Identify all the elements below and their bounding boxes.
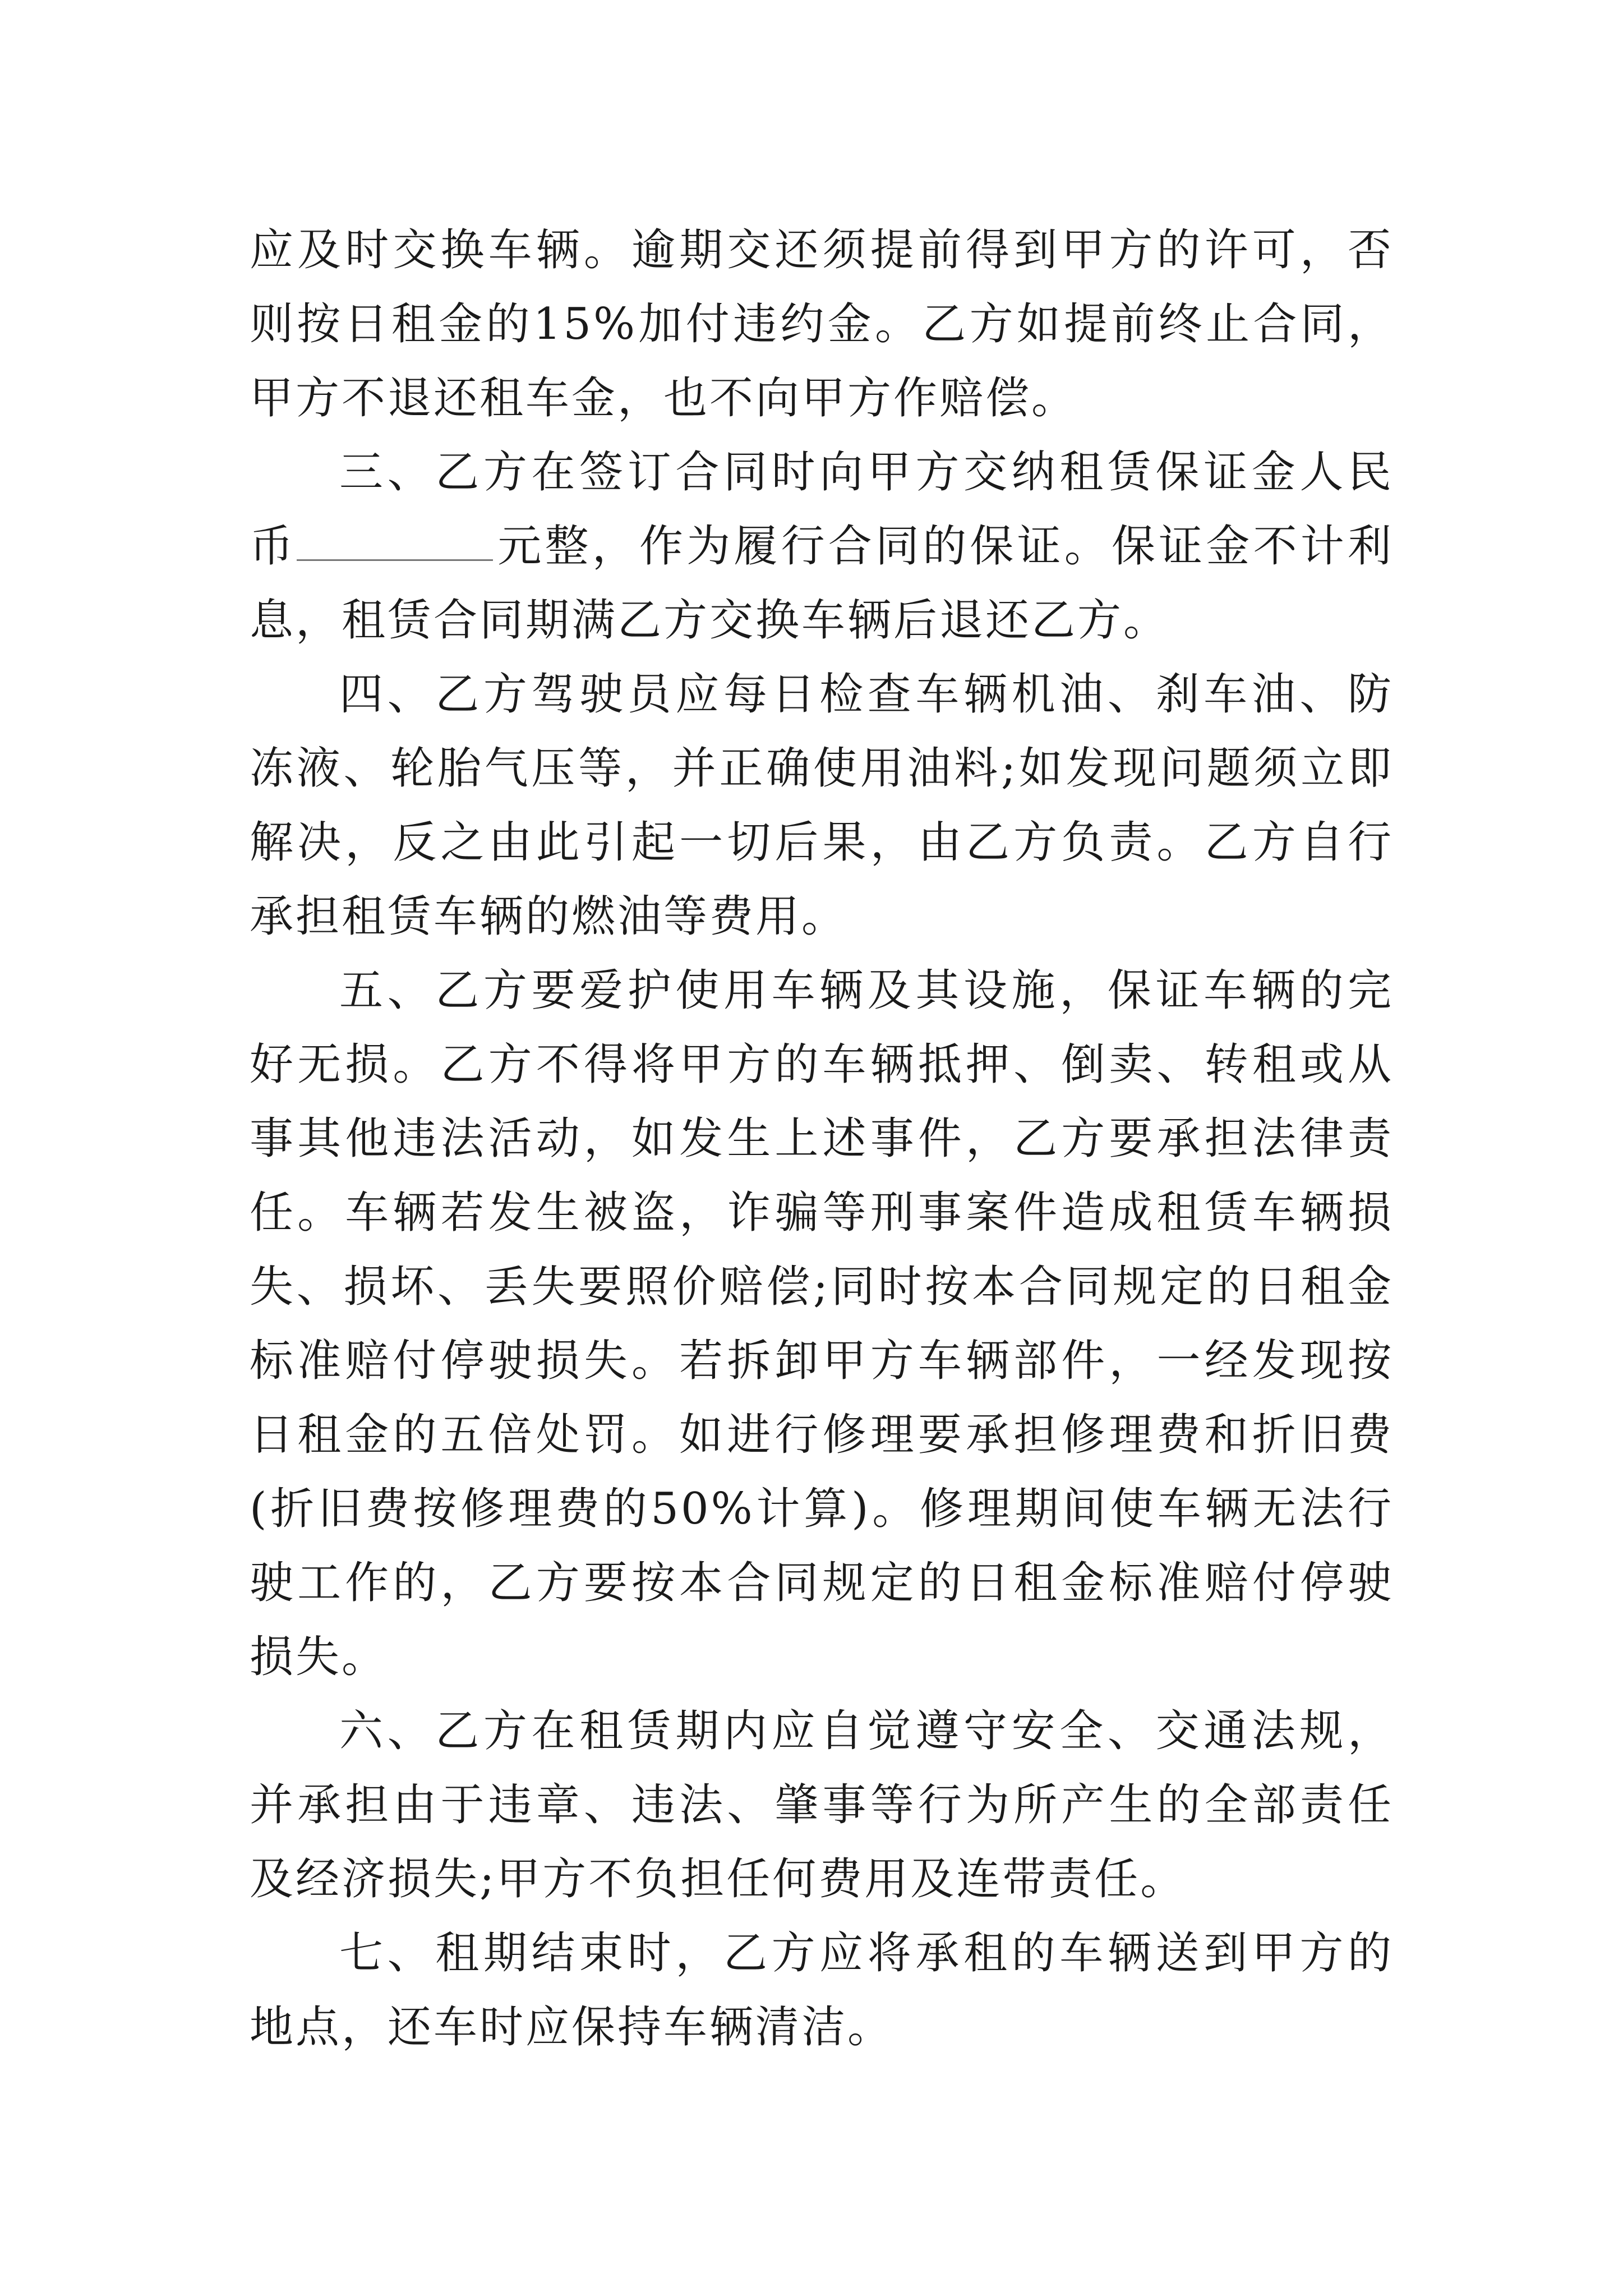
paragraph-continuation: 应及时交换车辆。逾期交还须提前得到甲方的许可，否则按日租金的15%加付违约金。乙方如提前终止合同，甲方不退还租车金，也不向甲方作赔偿。	[250, 225, 1394, 424]
paragraph-clause-4: 四、乙方驾驶员应每日检查车辆机油、刹车油、防冻液、轮胎气压等，并正确使用油料;如发现问题须立即解决，反之由此引起一切后果，由乙方负责。乙方自行承担租赁车辆的燃油等费用。	[250, 669, 1394, 942]
clause-3-text-after: 元整，作为履行合同的保证。保证金不计利息，租赁合同期满乙方交换车辆后退还乙方。	[250, 521, 1394, 646]
paragraph-clause-5: 五、乙方要爱护使用车辆及其设施，保证车辆的完好无损。乙方不得将甲方的车辆抵押、倒卖、转租或从事其他违法活动，如发生上述事件，乙方要承担法律责任。车辆若发生被盗，诈骗等刑事案件造成租赁车辆损失、损坏、丢失要照价赔偿;同时按本合同规定的日租金标准赔付停驶损失。若拆卸甲方车辆部件，一经发现按日租金的五倍处罚。如进行修理要承担修理费和折旧费(折旧费按修理费的50%计算)。修理期间使车辆无法行驶工作的，乙方要按本合同规定的日租金标准赔付停驶损失。	[250, 965, 1394, 1682]
document-body	[250, 213, 1394, 2064]
deposit-amount-blank	[297, 514, 493, 561]
paragraph-clause-6: 六、乙方在租赁期内应自觉遵守安全、交通法规，并承担由于违章、违法、肇事等行为所产生的全部责任及经济损失;甲方不负担任何费用及连带责任。	[250, 1706, 1394, 1904]
paragraph-clause-3	[250, 435, 1394, 657]
clause-3-text-before: 三、乙方在签订合同时向甲方交纳租赁保证金人民币	[250, 447, 1394, 572]
paragraph-clause-7: 七、租期结束时，乙方应将承租的车辆送到甲方的地点，还车时应保持车辆清洁。	[250, 1928, 1394, 2053]
